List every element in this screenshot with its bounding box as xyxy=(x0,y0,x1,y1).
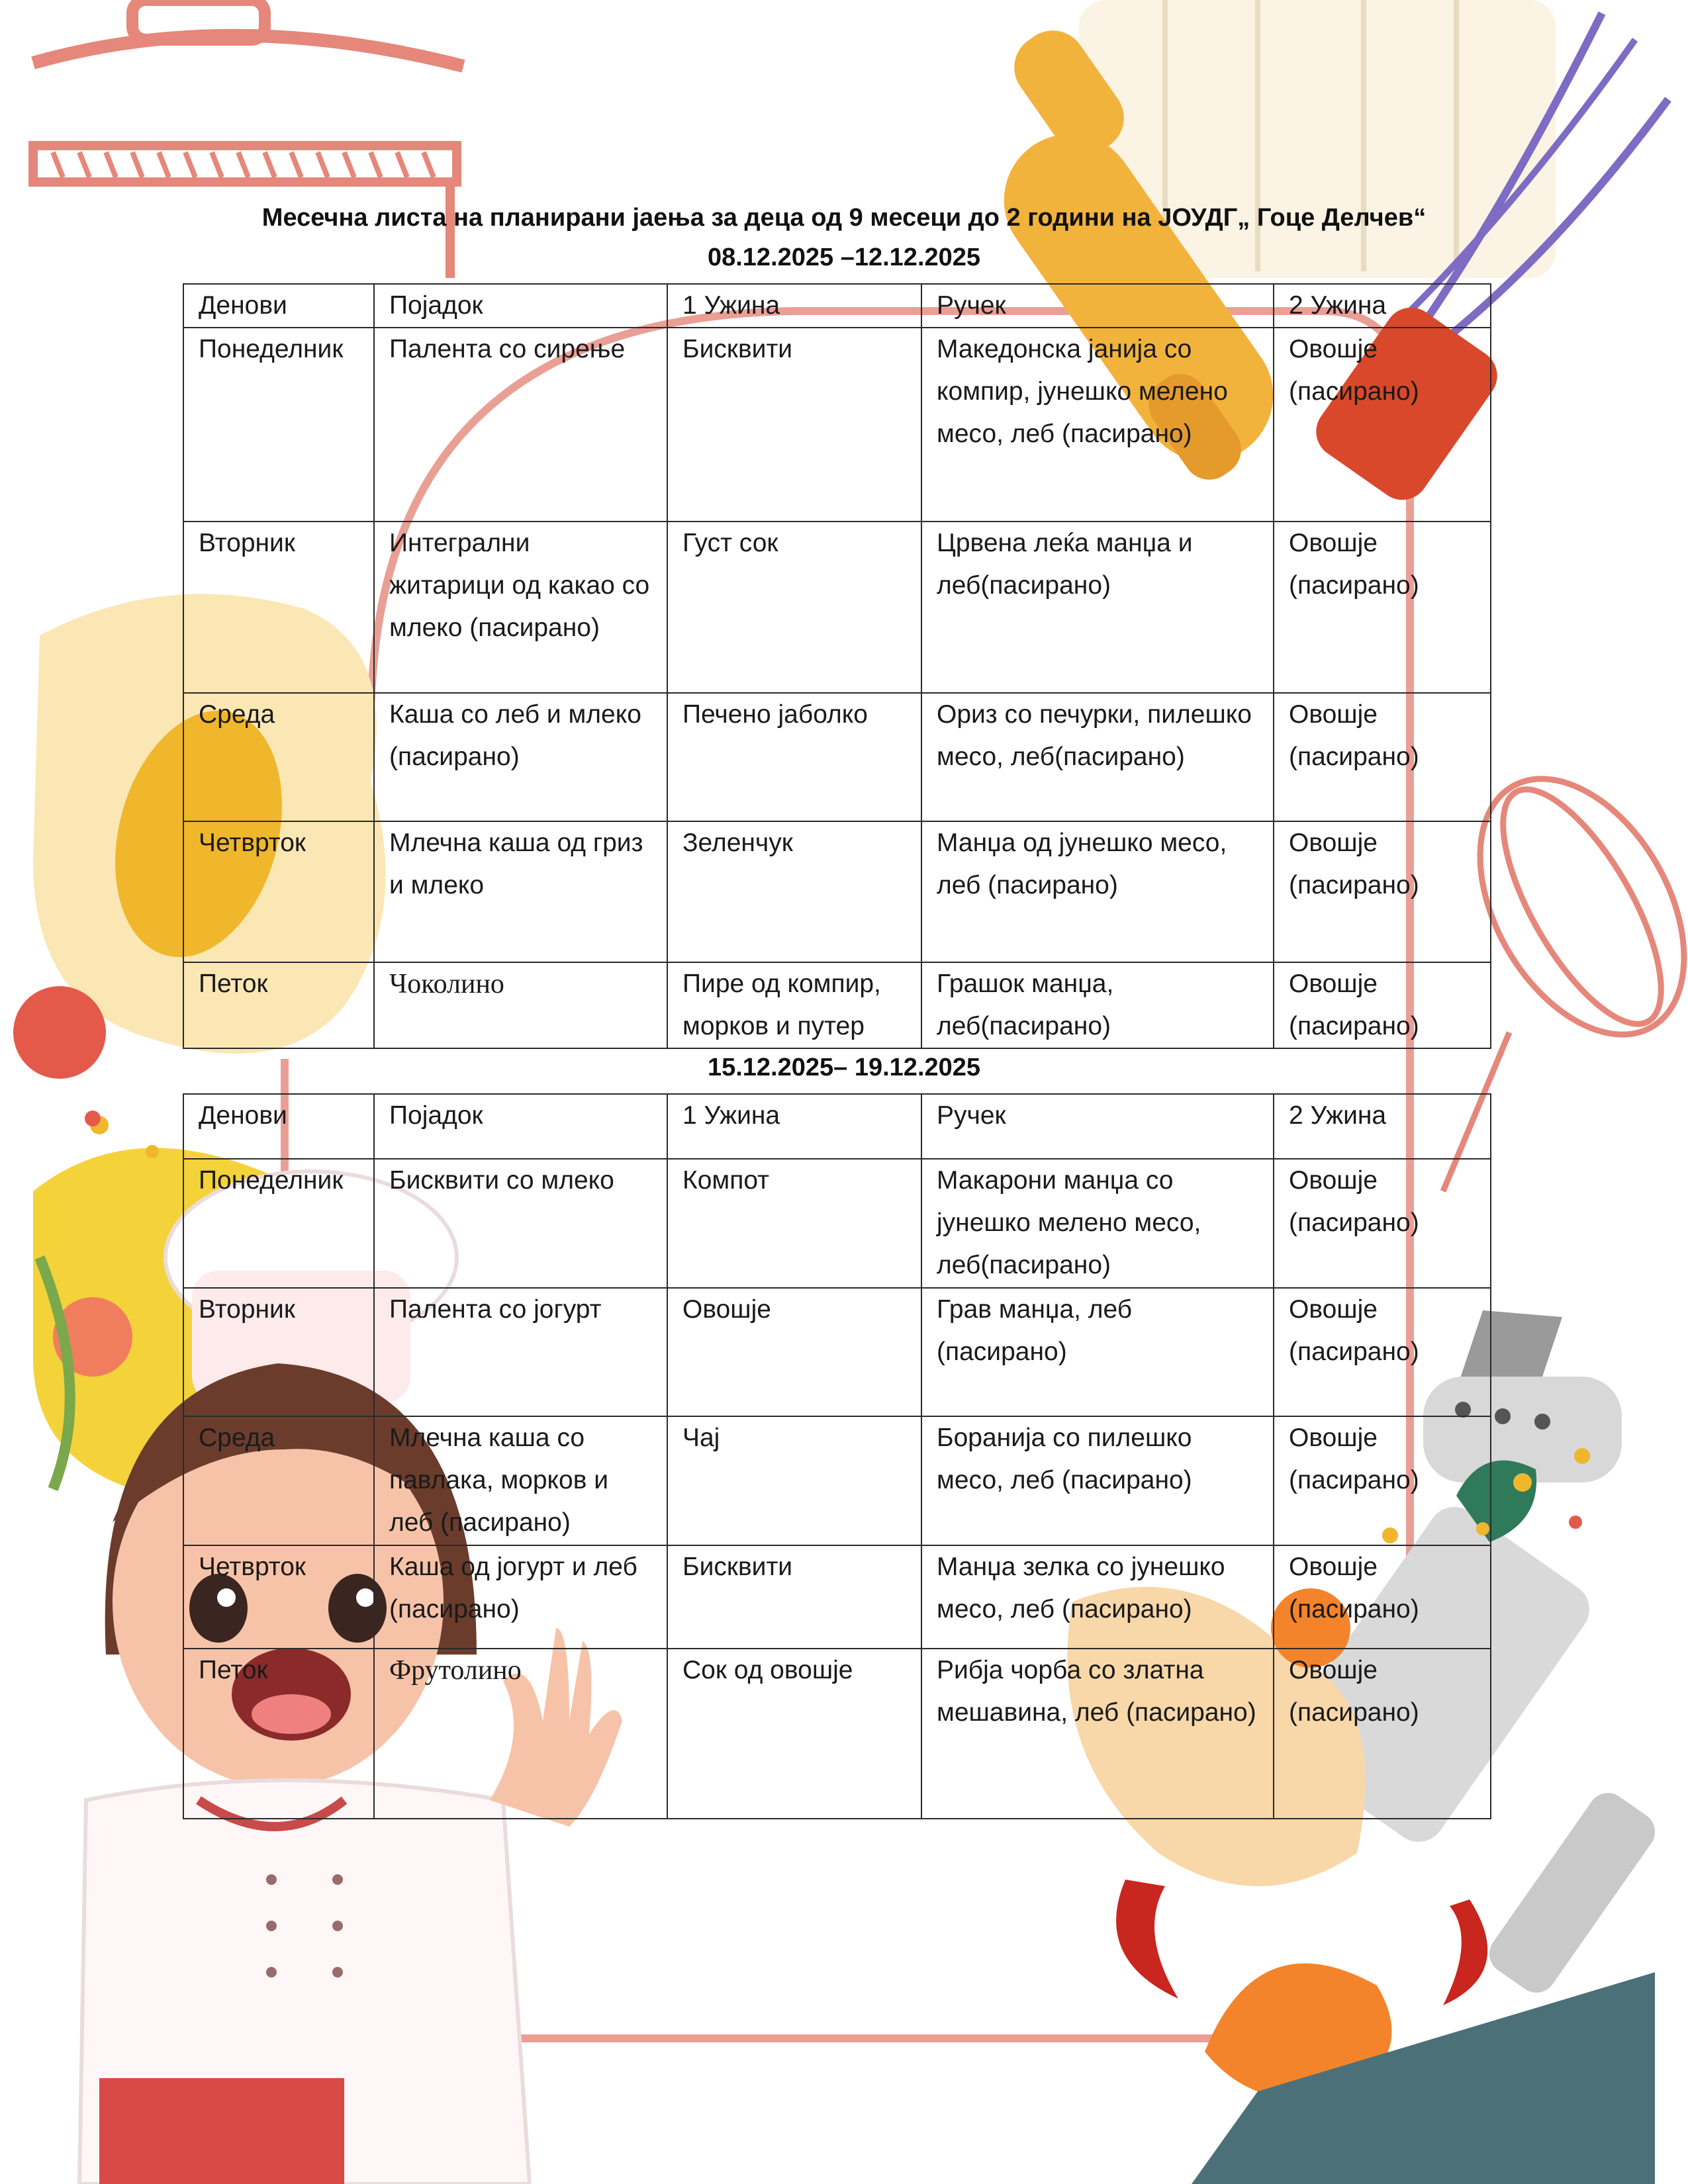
table-row xyxy=(183,328,1491,522)
day-cell: Петок xyxy=(183,1649,374,1819)
table-row xyxy=(183,693,1491,821)
breakfast-cell: Палента со сирење xyxy=(374,328,667,522)
day-cell: Вторник xyxy=(183,522,374,693)
header-cell-snack-2: 2 Ужина xyxy=(1274,1094,1491,1159)
day-cell: Понеделник xyxy=(183,328,374,522)
header-cell-snack-1: 1 Ужина xyxy=(667,1094,921,1159)
lunch-cell: Манџа зелка со јунешко месо, леб (пасирано) xyxy=(921,1545,1274,1649)
snack-1-cell: Густ сок xyxy=(667,522,921,693)
snack-2-cell: Овошје (пасирано) xyxy=(1274,1288,1491,1416)
snack-2-cell: Овошје (пасирано) xyxy=(1274,821,1491,962)
snack-2-cell: Овошје (пасирано) xyxy=(1274,1545,1491,1649)
header-cell-snack-2: 2 Ужина xyxy=(1274,284,1491,328)
lunch-cell: Грав манџа, леб (пасирано) xyxy=(921,1288,1274,1416)
table-row xyxy=(183,1545,1491,1649)
table-row xyxy=(183,1649,1491,1819)
breakfast-cell: Интегрални житарици од какао со млеко (пасирано) xyxy=(374,522,667,693)
snack-1-cell: Сок од овошје xyxy=(667,1649,921,1819)
table-row xyxy=(183,1416,1491,1545)
breakfast-cell: Палента со јогурт xyxy=(374,1288,667,1416)
header-cell-days: Денови xyxy=(183,1094,374,1159)
snack-1-cell: Пире од компир, морков и путер xyxy=(667,962,921,1048)
breakfast-cell: Фрутолино xyxy=(374,1649,667,1819)
header-cell-breakfast: Појадок xyxy=(374,284,667,328)
table-row xyxy=(183,962,1491,1048)
table-row xyxy=(183,1159,1491,1288)
snack-2-cell: Овошје (пасирано) xyxy=(1274,1649,1491,1819)
breakfast-cell: Млечна каша со павлака, морков и леб (пасирано) xyxy=(374,1416,667,1545)
snack-1-cell: Овошје xyxy=(667,1288,921,1416)
breakfast-cell: Каша со леб и млеко (пасирано) xyxy=(374,693,667,821)
header-cell-lunch: Ручек xyxy=(921,1094,1274,1159)
day-cell: Вторник xyxy=(183,1288,374,1416)
snack-1-cell: Печено јаболко xyxy=(667,693,921,821)
snack-2-cell: Овошје (пасирано) xyxy=(1274,693,1491,821)
lunch-cell: Боранија со пилешко месо, леб (пасирано) xyxy=(921,1416,1274,1545)
table-header-row xyxy=(183,284,1491,328)
lunch-cell: Црвена леќа манџа и леб(пасирано) xyxy=(921,522,1274,693)
table-row xyxy=(183,522,1491,693)
header-cell-breakfast: Појадок xyxy=(374,1094,667,1159)
day-cell: Четврток xyxy=(183,821,374,962)
snack-1-cell: Чај xyxy=(667,1416,921,1545)
snack-1-cell: Бисквити xyxy=(667,1545,921,1649)
lunch-cell: Ориз со печурки, пилешко месо, леб(пасирано) xyxy=(921,693,1274,821)
snack-2-cell: Овошје (пасирано) xyxy=(1274,1416,1491,1545)
week-2-date-range: 15.12.2025– 19.12.2025 xyxy=(707,1054,981,1081)
day-cell: Среда xyxy=(183,1416,374,1545)
breakfast-cell: Бисквити со млеко xyxy=(374,1159,667,1288)
snack-2-cell: Овошје (пасирано) xyxy=(1274,522,1491,693)
table-header-row xyxy=(183,1094,1491,1159)
lunch-cell: Грашок манџа, леб(пасирано) xyxy=(921,962,1274,1048)
breakfast-cell: Млечна каша од гриз и млеко xyxy=(374,821,667,962)
table-row xyxy=(183,1288,1491,1416)
day-cell: Понеделник xyxy=(183,1159,374,1288)
lunch-cell: Манџа од јунешко месо, леб (пасирано) xyxy=(921,821,1274,962)
header-cell-days: Денови xyxy=(183,284,374,328)
document-title: Месечна листа на планирани јаења за деца од 9 месеци до 2 години на ЈОУДГ„ Гоце Делчев“ xyxy=(261,204,1427,232)
header-cell-snack-1: 1 Ужина xyxy=(667,284,921,328)
breakfast-cell: Чоколино xyxy=(374,962,667,1048)
snack-1-cell: Компот xyxy=(667,1159,921,1288)
day-cell: Петок xyxy=(183,962,374,1048)
snack-2-cell: Овошје (пасирано) xyxy=(1274,1159,1491,1288)
week-1-date-range: 08.12.2025 –12.12.2025 xyxy=(707,244,981,271)
table-row xyxy=(183,821,1491,962)
breakfast-cell: Каша од јогурт и леб (пасирано) xyxy=(374,1545,667,1649)
week-1-menu-table xyxy=(183,283,1491,1049)
day-cell: Четврток xyxy=(183,1545,374,1649)
lunch-cell: Рибја чорба со златна мешавина, леб (пасирано) xyxy=(921,1649,1274,1819)
lunch-cell: Макарони манџа со јунешко мелено месо, леб(пасирано) xyxy=(921,1159,1274,1288)
week-2-menu-table xyxy=(183,1093,1491,1819)
snack-1-cell: Бисквити xyxy=(667,328,921,522)
snack-2-cell: Овошје (пасирано) xyxy=(1274,328,1491,522)
snack-2-cell: Овошје (пасирано) xyxy=(1274,962,1491,1048)
header-cell-lunch: Ручек xyxy=(921,284,1274,328)
snack-1-cell: Зеленчук xyxy=(667,821,921,962)
day-cell: Среда xyxy=(183,693,374,821)
lunch-cell: Македонска јанија со компир, јунешко мелено месо, леб (пасирано) xyxy=(921,328,1274,522)
